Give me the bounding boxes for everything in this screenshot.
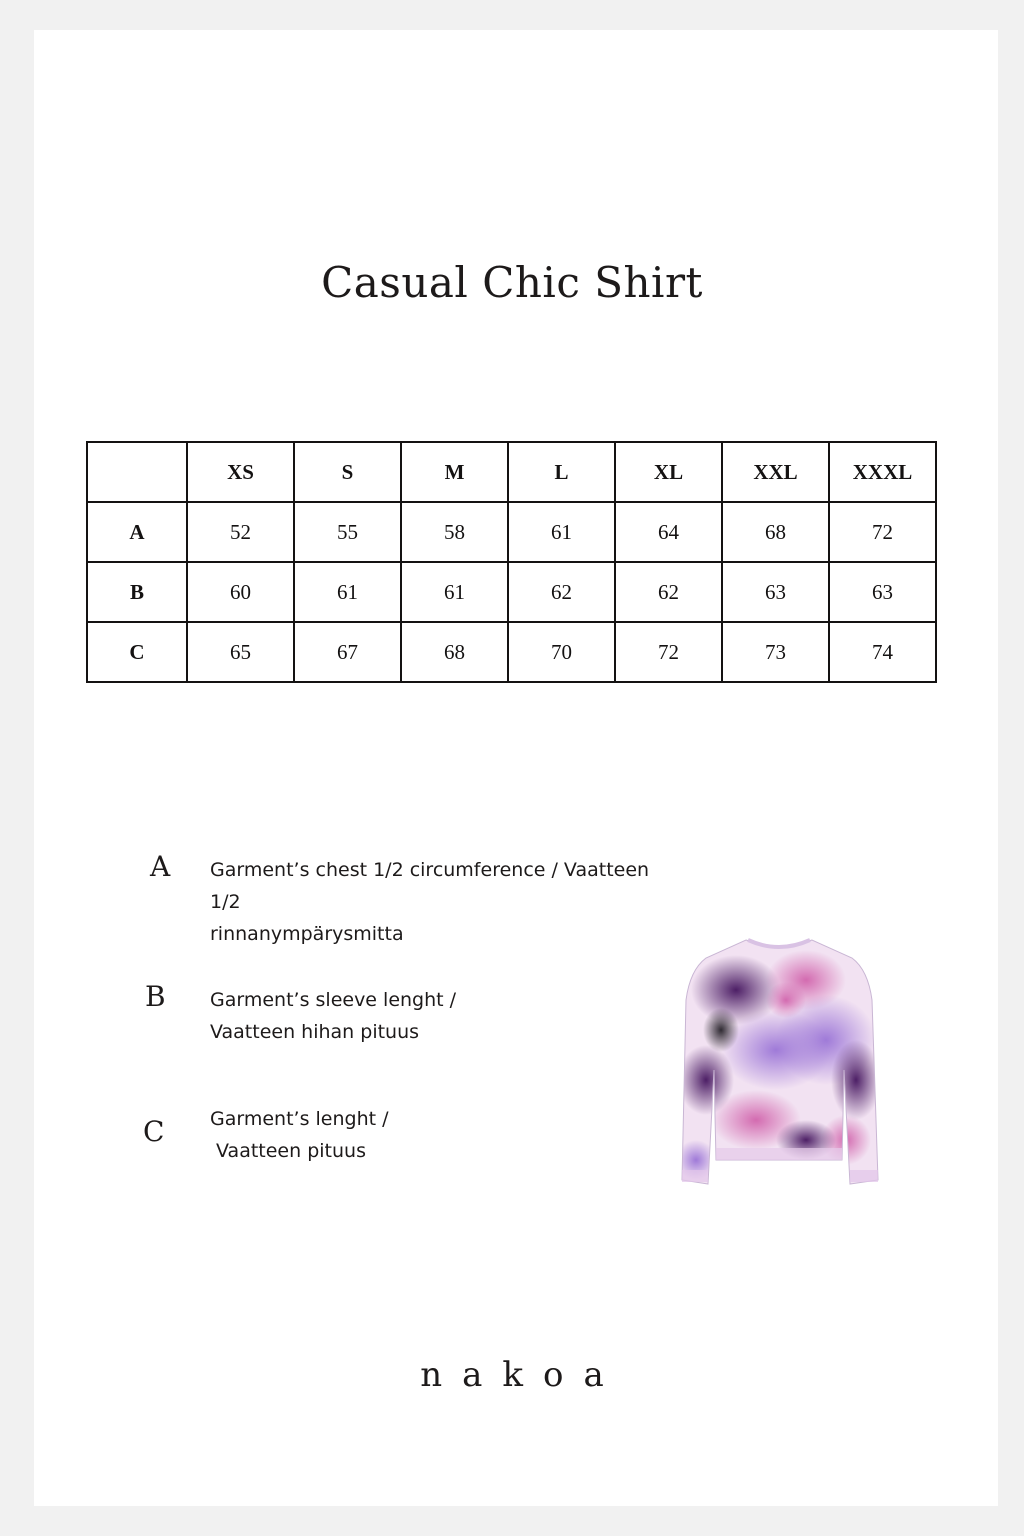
table-row xyxy=(87,562,936,622)
table-cell: 55 xyxy=(294,502,401,562)
table-cell: 52 xyxy=(187,502,294,562)
row-label: B xyxy=(87,562,187,622)
table-cell: 72 xyxy=(829,502,936,562)
table-cell: 61 xyxy=(508,502,615,562)
size-header: XS xyxy=(187,442,294,502)
table-cell: 58 xyxy=(401,502,508,562)
size-table xyxy=(86,441,937,683)
table-cell: 72 xyxy=(615,622,722,682)
table-cell: 63 xyxy=(829,562,936,622)
row-label: A xyxy=(87,502,187,562)
size-header: S xyxy=(294,442,401,502)
page-title: Casual Chic Shirt xyxy=(321,258,703,307)
brand-logo: nakoa xyxy=(420,1355,624,1395)
table-cell: 62 xyxy=(508,562,615,622)
legend-line: Garment’s lenght / xyxy=(210,1108,389,1130)
table-corner-cell xyxy=(87,442,187,502)
legend-letter: B xyxy=(145,980,166,1013)
table-cell: 61 xyxy=(401,562,508,622)
legend-description xyxy=(210,854,680,950)
floral-sweatshirt-image xyxy=(676,930,882,1192)
size-header: XXXL xyxy=(829,442,936,502)
table-cell: 60 xyxy=(187,562,294,622)
size-header: XXL xyxy=(722,442,829,502)
table-row xyxy=(87,502,936,562)
legend-line: rinnanympärysmitta xyxy=(210,923,404,945)
table-cell: 65 xyxy=(187,622,294,682)
size-guide-card xyxy=(34,30,998,1506)
table-cell: 70 xyxy=(508,622,615,682)
table-row xyxy=(87,622,936,682)
table-cell: 68 xyxy=(722,502,829,562)
table-cell: 68 xyxy=(401,622,508,682)
size-header: L xyxy=(508,442,615,502)
size-header: M xyxy=(401,442,508,502)
table-cell: 67 xyxy=(294,622,401,682)
legend-line: Vaatteen pituus xyxy=(210,1140,366,1162)
legend-letter: A xyxy=(150,850,171,883)
legend-line: Garment’s sleeve lenght / xyxy=(210,989,457,1011)
table-cell: 73 xyxy=(722,622,829,682)
table-cell: 62 xyxy=(615,562,722,622)
legend-description xyxy=(210,984,680,1048)
table-header-row xyxy=(87,442,936,502)
row-label: C xyxy=(87,622,187,682)
table-cell: 74 xyxy=(829,622,936,682)
legend-line: Garment’s chest 1/2 circumference / Vaatteen 1/2 xyxy=(210,859,650,913)
size-header: XL xyxy=(615,442,722,502)
legend-description xyxy=(210,1103,680,1167)
legend-letter: C xyxy=(143,1115,165,1148)
table-cell: 63 xyxy=(722,562,829,622)
table-cell: 61 xyxy=(294,562,401,622)
table-cell: 64 xyxy=(615,502,722,562)
legend-line: Vaatteen hihan pituus xyxy=(210,1021,420,1043)
